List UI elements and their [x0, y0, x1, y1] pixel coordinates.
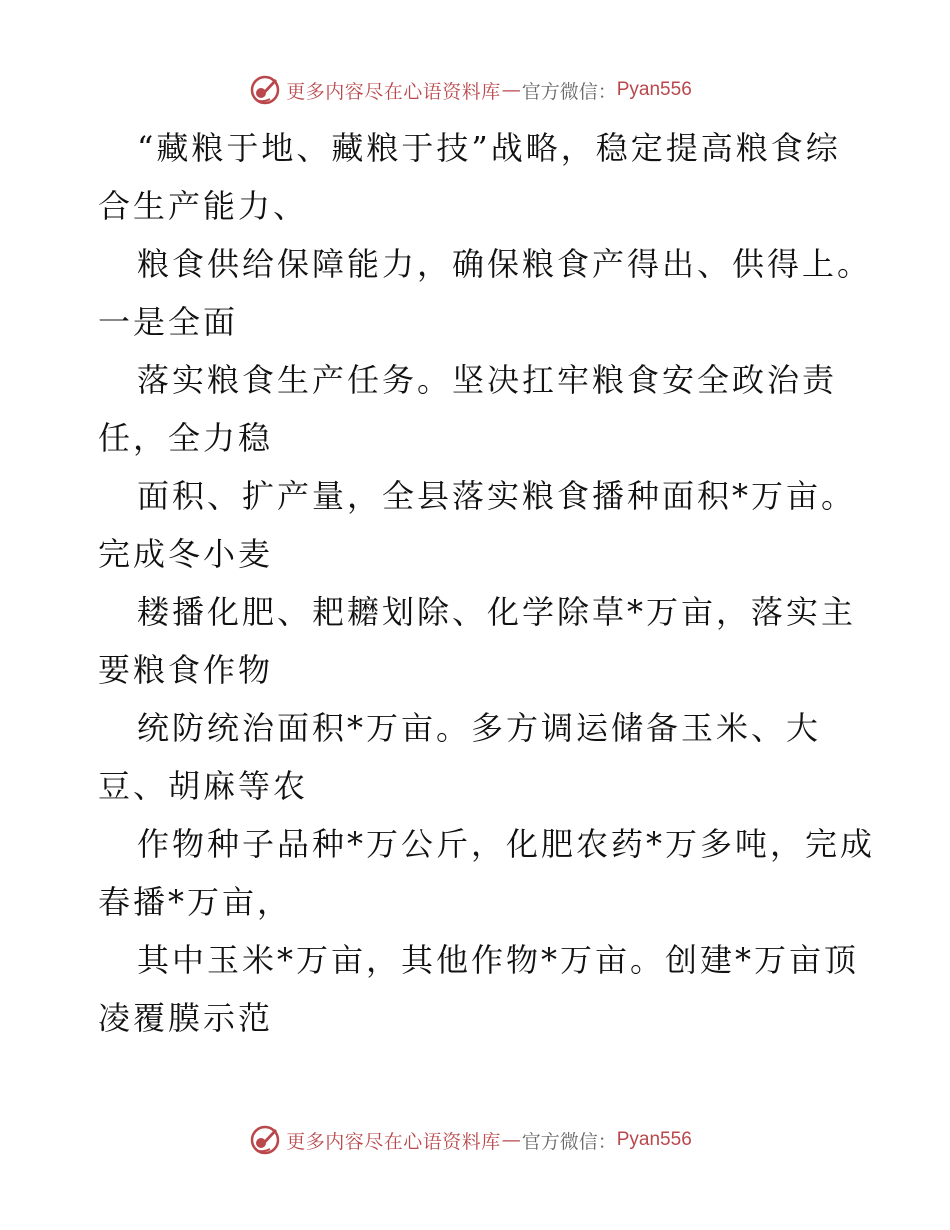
header-banner-wechat-id: Pyan556: [616, 79, 692, 100]
header-banner-label: 官方微信：: [521, 80, 617, 103]
paragraph-line: 合生产能力、: [98, 187, 309, 225]
paragraph-line: 要粮食作物: [98, 651, 274, 689]
paragraph-line: 面积、扩产量，全县落实粮食播种面积*万亩。: [137, 477, 857, 515]
library-logo-icon: [248, 73, 282, 107]
footer-banner: [0, 1120, 950, 1160]
header-banner: [0, 70, 950, 110]
header-banner-separator: —: [501, 79, 521, 101]
footer-banner-inner: [248, 1123, 692, 1157]
paragraph-line: 耧播化肥、耙耱划除、化学除草*万亩，落实主: [137, 593, 857, 631]
library-logo-icon: [248, 1123, 282, 1157]
paragraph-line: 粮食供给保障能力，确保粮食产得出、供得上。: [137, 245, 873, 283]
paragraph-line: 任，全力稳: [98, 419, 274, 457]
footer-banner-label: 官方微信：: [521, 1130, 617, 1153]
paragraph-line: 其中玉米*万亩，其他作物*万亩。创建*万亩顶: [137, 941, 860, 979]
footer-banner-wechat-id: Pyan556: [616, 1129, 692, 1150]
paragraph-line: 凌覆膜示范: [98, 999, 274, 1037]
paragraph-line: 春播*万亩，: [98, 883, 293, 921]
header-banner-text: 更多内容尽在心语资料库: [286, 80, 501, 103]
paragraph-line: 作物种子品种*万公斤，化肥农药*万多吨，完成: [137, 825, 876, 863]
footer-banner-separator: —: [501, 1129, 521, 1151]
paragraph-line: “藏粮于地、藏粮于技”战略，稳定提高粮食综: [137, 129, 841, 167]
paragraph-line: 一是全面: [98, 303, 239, 341]
paragraph-line: 落实粮食生产任务。坚决扛牢粮食安全政治责: [137, 361, 838, 399]
paragraph-line: 豆、胡麻等农: [98, 767, 309, 805]
paragraph-line: 统防统治面积*万亩。多方调运储备玉米、大: [137, 709, 822, 747]
footer-banner-text: 更多内容尽在心语资料库: [286, 1130, 501, 1153]
header-banner-inner: [248, 73, 692, 107]
paragraph-line: 完成冬小麦: [98, 535, 274, 573]
